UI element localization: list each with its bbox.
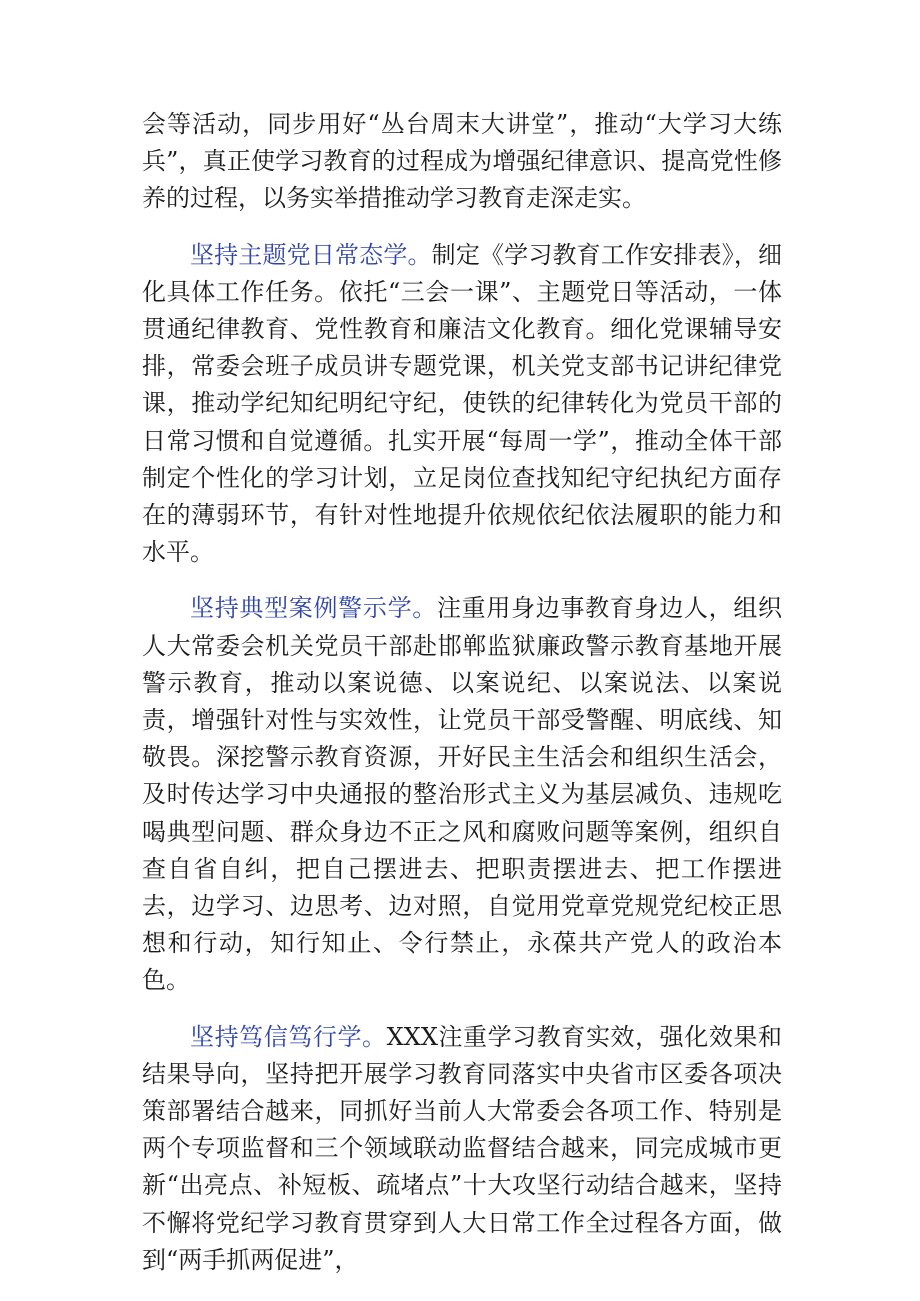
paragraph-heading: 坚持笃信笃行学。 [190,1022,387,1051]
paragraph-body: 注重用身边事教育身边人，组织人大常委会机关党员干部赴邯郸监狱廉政警示教育基地开展警示教育，推动以案说德、以案说纪、以案说法、以案说责，增强针对性与实效性，让党员干部受警醒、明底线、知敬畏。深挖警示教育资源，开好民主生活会和组织生活会，及时传达学习中央通报的整治形式主义为基层减负、违规吃喝典型问题、群众身边不正之风和腐败问题等案例，组织自查自省自纠，把自己摆进去、把职责摆进去、把工作摆进去，边学习、边思考、边对照，自觉用党章党规党纪校正思想和行动，知行知止、令行禁止，永葆共产党人的政治本色。 [142,594,783,995]
paragraph-body: 制定《学习教育工作安排表》，细化具体工作任务。依托“三会一课”、主题党日等活动，一体贯通纪律教育、党性教育和廉洁文化教育。细化党课辅导安排，常委会班子成员讲专题党课，机关党支部书记讲纪律党课，推动学纪知纪明纪守纪，使铁的纪律转化为党员干部的日常习惯和自觉遵循。扎实开展“每周一学”，推动全体干部制定个性化的学习计划，立足岗位查找知纪守纪执纪方面存在的薄弱环节，有针对性地提升依规依纪依法履职的能力和水平。 [142,240,783,567]
document-page [142,106,782,1298]
paragraph-heading: 坚持典型案例警示学。 [190,594,437,623]
paragraph-typical-cases [142,590,782,999]
paragraph-body: 会等活动，同步用好“丛台周末大讲堂”，推动“大学习大练兵”，真正使学习教育的过程成为增强纪律意识、提高党性修养的过程，以务实举措推动学习教育走深走实。 [142,110,782,213]
paragraph-firm-belief [142,1019,782,1279]
paragraph-continued [142,106,782,218]
paragraph-heading: 坚持主题党日常态学。 [190,240,432,269]
paragraph-body: XXX注重学习教育实效，强化效果和结果导向，坚持把开展学习教育同落实中央省市区委各项决策部署结合越来，同抓好当前人大常委会各项工作、特别是两个专项监督和三个领域联动监督结合越来，同完成城市更新“出亮点、补短板、疏堵点”十大攻坚行动结合越来，坚持不懈将党纪学习教育贯穿到人大日常工作全过程各方面，做到“两手抓两促进”， [142,1022,783,1274]
paragraph-theme-party-day [142,237,782,572]
